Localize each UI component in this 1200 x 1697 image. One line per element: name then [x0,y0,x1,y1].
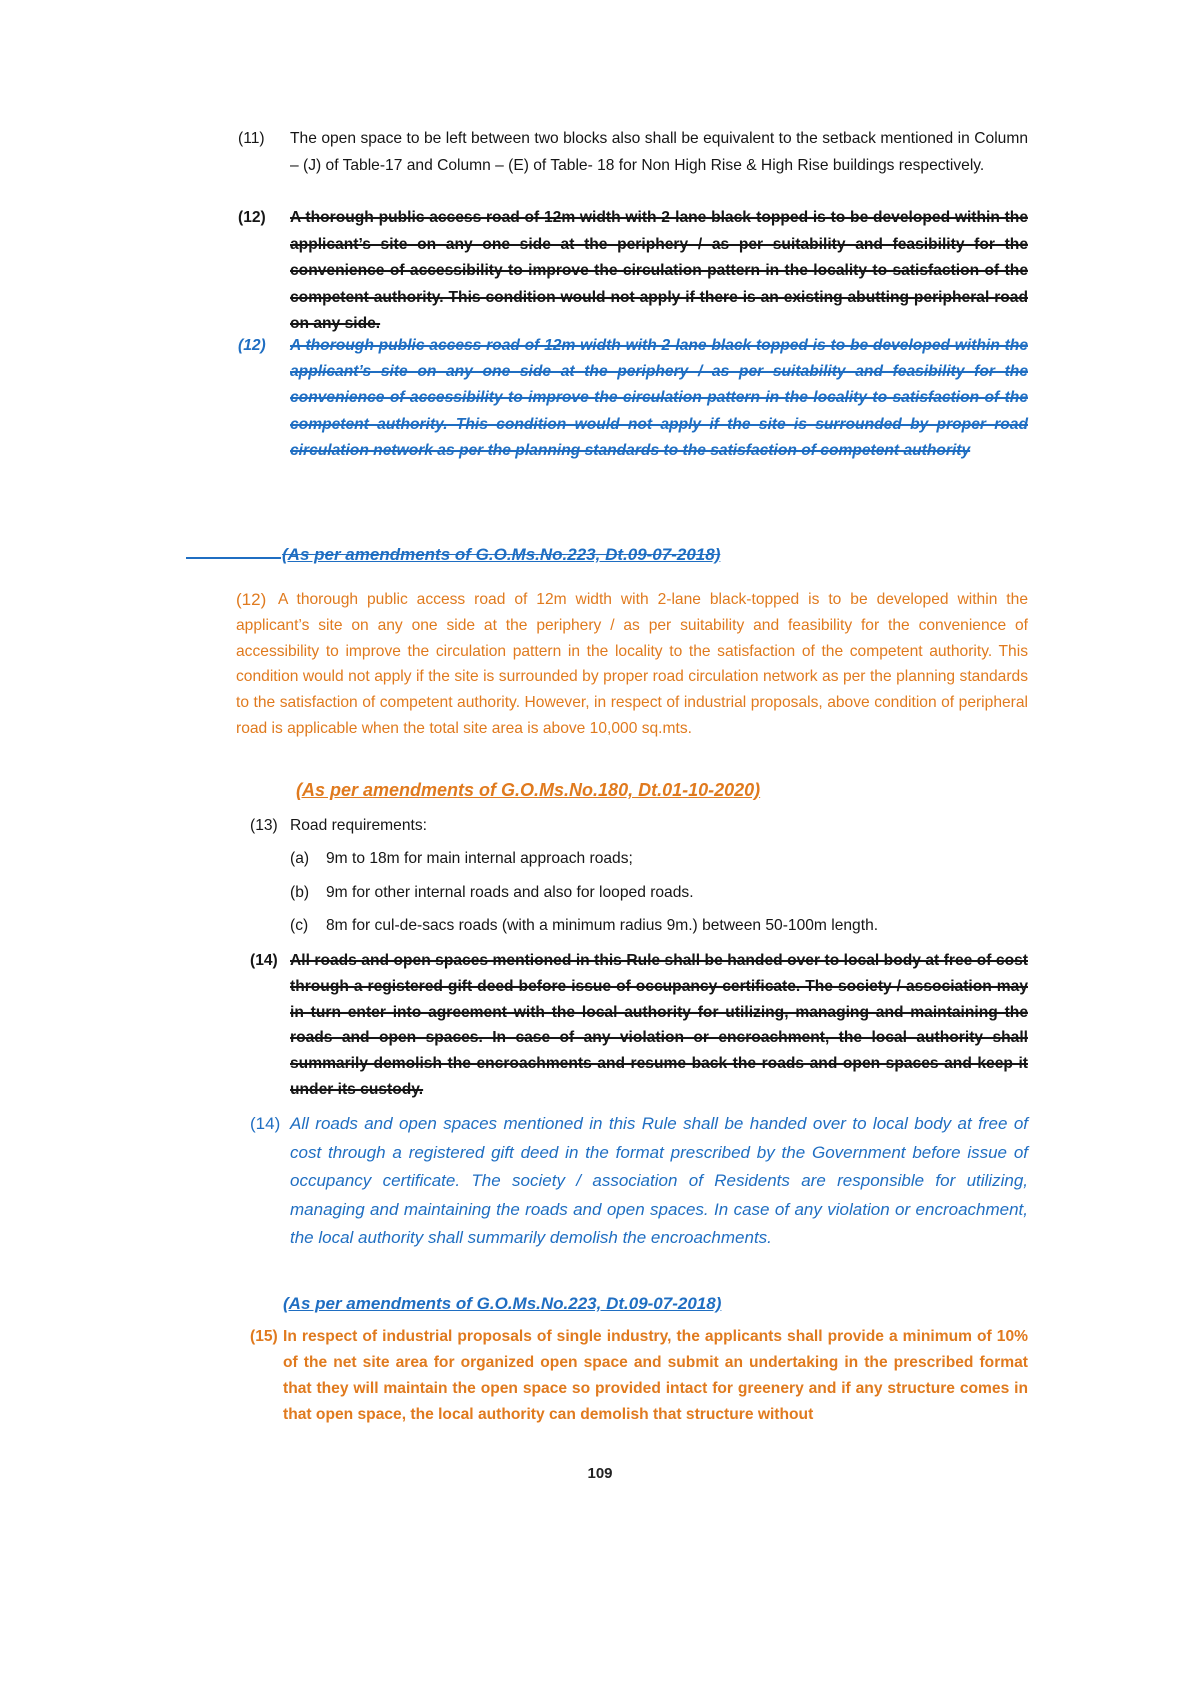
clause-number: (14) [250,1114,281,1133]
clause-12-amended-deleted [238,333,1028,493]
amendment-note-2018: (As per amendments of G.O.Ms.No.223, Dt.09-07-2018) [283,1294,722,1313]
clause-text: A thorough public access road of 12m width with 2-lane black-topped is to be developed within the applicant’s site on any one side at the periphery / as per suitability and feasibility for the convenience of accessibility to improve the circulation pattern in the locality to satisfaction of the competent authority. This condition would not apply if there is an existing abutting peripheral road on any side. [290,209,1028,332]
list-item: 9m to 18m for main internal approach roads; [326,850,633,867]
clause-text: A thorough public access road of 12m width with 2-lane black topped is to be developed within the applicant’s site on any one side at the periphery / as per suitability and feasibility for the convenience of accessibility to improve the circulation pattern in the locality to satisfaction of the competent authority. This condition would not apply if the site is surrounded by proper road circulation network as per the planning standards to the satisfaction of competent authority [290,337,1028,459]
clause-12-current [236,587,1028,772]
clause-number: (15) [250,1328,278,1345]
clause-13-title: Road requirements: [290,817,427,834]
clause-text: All roads and open spaces mentioned in this Rule shall be handed over to local body at free of cost through a registered gift deed before issue of occupancy certificate. The society / association may in turn enter into agreement with the local authority for utilizing, managing and maintaining the roads and open spaces. In case of any violation or encroachment, the local authority shall summarily demolish the encroachments and resume back the roads and open spaces and keep it under its custody. [290,952,1028,1098]
list-item-label: (a) [290,850,310,867]
page-number: 109 [587,1465,613,1482]
list-item: 8m for cul-de-sacs roads (with a minimum radius 9m.) between 50-100m length. [326,917,879,934]
list-item-label: (c) [290,917,309,934]
clause-text: The open space to be left between two blocks also shall be equivalent to the setback mentioned in Column – (J) of Table-17 and Column – (E) of Table- 18 for Non High Rise & High Rise buildings respectively. [290,130,1028,174]
clause-number: (14) [250,952,278,969]
list-item-label: (b) [290,884,310,901]
list-item: 9m for other internal roads and also for looped roads. [326,884,694,901]
clause-12-deleted [238,205,1028,339]
clause-number: (12) [238,209,266,226]
clause-text: All roads and open spaces mentioned in this Rule shall be handed over to local body at free of cost through a registered gift deed in the format prescribed by the Government before issue of occupancy certificate. The society / association of Residents are responsible for utilizing, managing and maintaining the roads and open spaces. In case of any violation or encroachment, the local authority shall summarily demolish the encroachments. [290,1114,1028,1247]
amendment-note-2018-deleted: (As per amendments of G.O.Ms.No.223, Dt.09-07-2018) [282,545,721,564]
clause-text: In respect of industrial proposals of single industry, the applicants shall provide a minimum of 10% of the net site area for organized open space and submit an undertaking in the prescribed format that they will maintain the open space so provided intact for greenery and if any structure comes in that open space, the local authority can demolish that structure without [283,1328,1028,1423]
clause-14-deleted [250,948,1028,1108]
clause-15 [250,1324,1028,1434]
clause-13-number: (13) [250,817,278,834]
clause-number: (12) [238,337,266,354]
clause-number: (11) [238,130,265,147]
strike-line [186,557,281,559]
clause-14-amended [250,1110,1028,1282]
clause-11 [238,126,1028,206]
amendment-note-2020: (As per amendments of G.O.Ms.No.180, Dt.01-10-2020) [296,780,761,800]
clause-number: (12) [236,590,267,609]
clause-text: A thorough public access road of 12m width with 2-lane black-topped is to be developed within the applicant’s site on any one side at the periphery / as per suitability and feasibility for the convenience of accessibility to improve the circulation pattern in the locality to the satisfaction of the competent authority. This condition would not apply if the site is surrounded by proper road circulation network as per the planning standards to the satisfaction of competent authority. However, in respect of industrial proposals, above condition of peripheral road is applicable when the total site area is above 10,000 sq.mts. [236,591,1028,737]
